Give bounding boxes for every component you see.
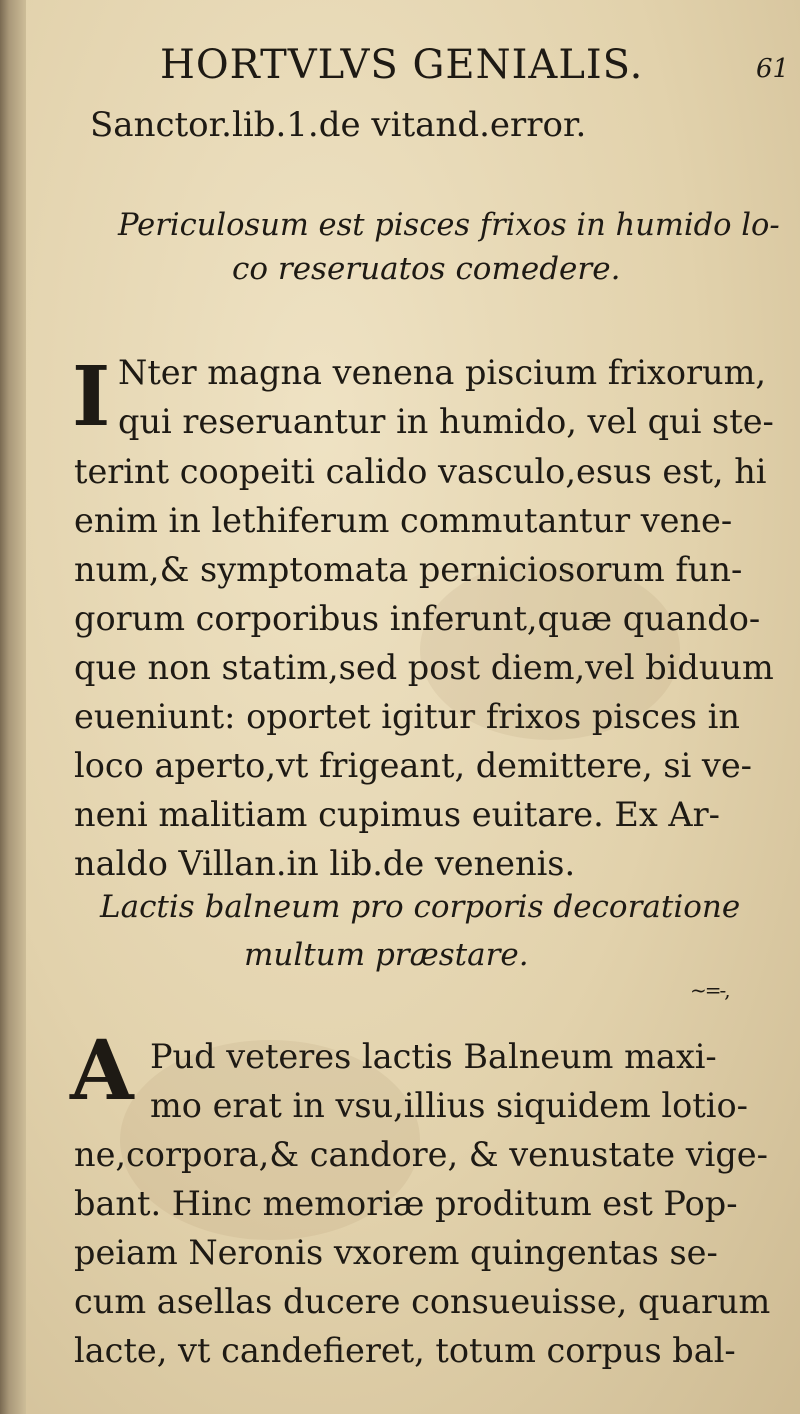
running-header: HORTVLVS GENIALIS. (160, 42, 644, 88)
body-line: gorum corporibus inferunt,quæ quando- (74, 599, 761, 638)
body-line: qui reseruantur in humido, vel qui ste- (118, 402, 774, 441)
body-line: eueniunt: oportet igitur frixos pisces in (74, 697, 740, 736)
body-line: loco aperto,vt frigeant, demittere, si ve- (74, 746, 752, 785)
body-line: cum asellas ducere consueuisse, quarum (74, 1282, 771, 1321)
section-heading-line: multum præstare. (244, 937, 529, 973)
body-line: ne,corpora,& candore, & venustate vige- (74, 1135, 768, 1174)
body-line: enim in lethiferum commutantur vene- (74, 501, 733, 540)
section-heading-line: Lactis balneum pro corporis decoratione (100, 889, 741, 925)
page-number: 61 (756, 54, 790, 84)
body-line: lacte, vt candefieret, totum corpus bal- (74, 1331, 736, 1370)
body-line: terint coopeiti calido vasculo,esus est, hi (74, 452, 767, 491)
citation-line: Sanctor.lib.1.de vitand.error. (90, 105, 587, 145)
body-line: naldo Villan.in lib.de venenis. (74, 844, 576, 883)
body-line: num,& symptomata perniciosorum fun- (74, 550, 743, 589)
body-line: Nter magna venena piscium frixorum, (118, 353, 766, 392)
body-line: mo erat in vsu,illius siquidem lotio- (150, 1086, 748, 1125)
drop-cap: A (70, 1023, 134, 1119)
body-line: Pud veteres lactis Balneum maxi- (150, 1037, 717, 1076)
drop-cap: I (72, 349, 111, 445)
body-line: neni malitiam cupimus euitare. Ex Ar- (74, 795, 720, 834)
section-heading-line: co reseruatos comedere. (232, 251, 621, 287)
body-line: peiam Neronis vxorem quingentas se- (74, 1233, 718, 1272)
body-line: bant. Hinc memoriæ proditum est Pop- (74, 1184, 738, 1223)
section-heading-line: Periculosum est pisces frixos in humido lo- (118, 207, 780, 243)
printer-ornament: ~=-, (690, 978, 729, 1002)
body-line: que non statim,sed post diem,vel biduum (74, 648, 774, 687)
page-gutter (0, 0, 26, 1414)
